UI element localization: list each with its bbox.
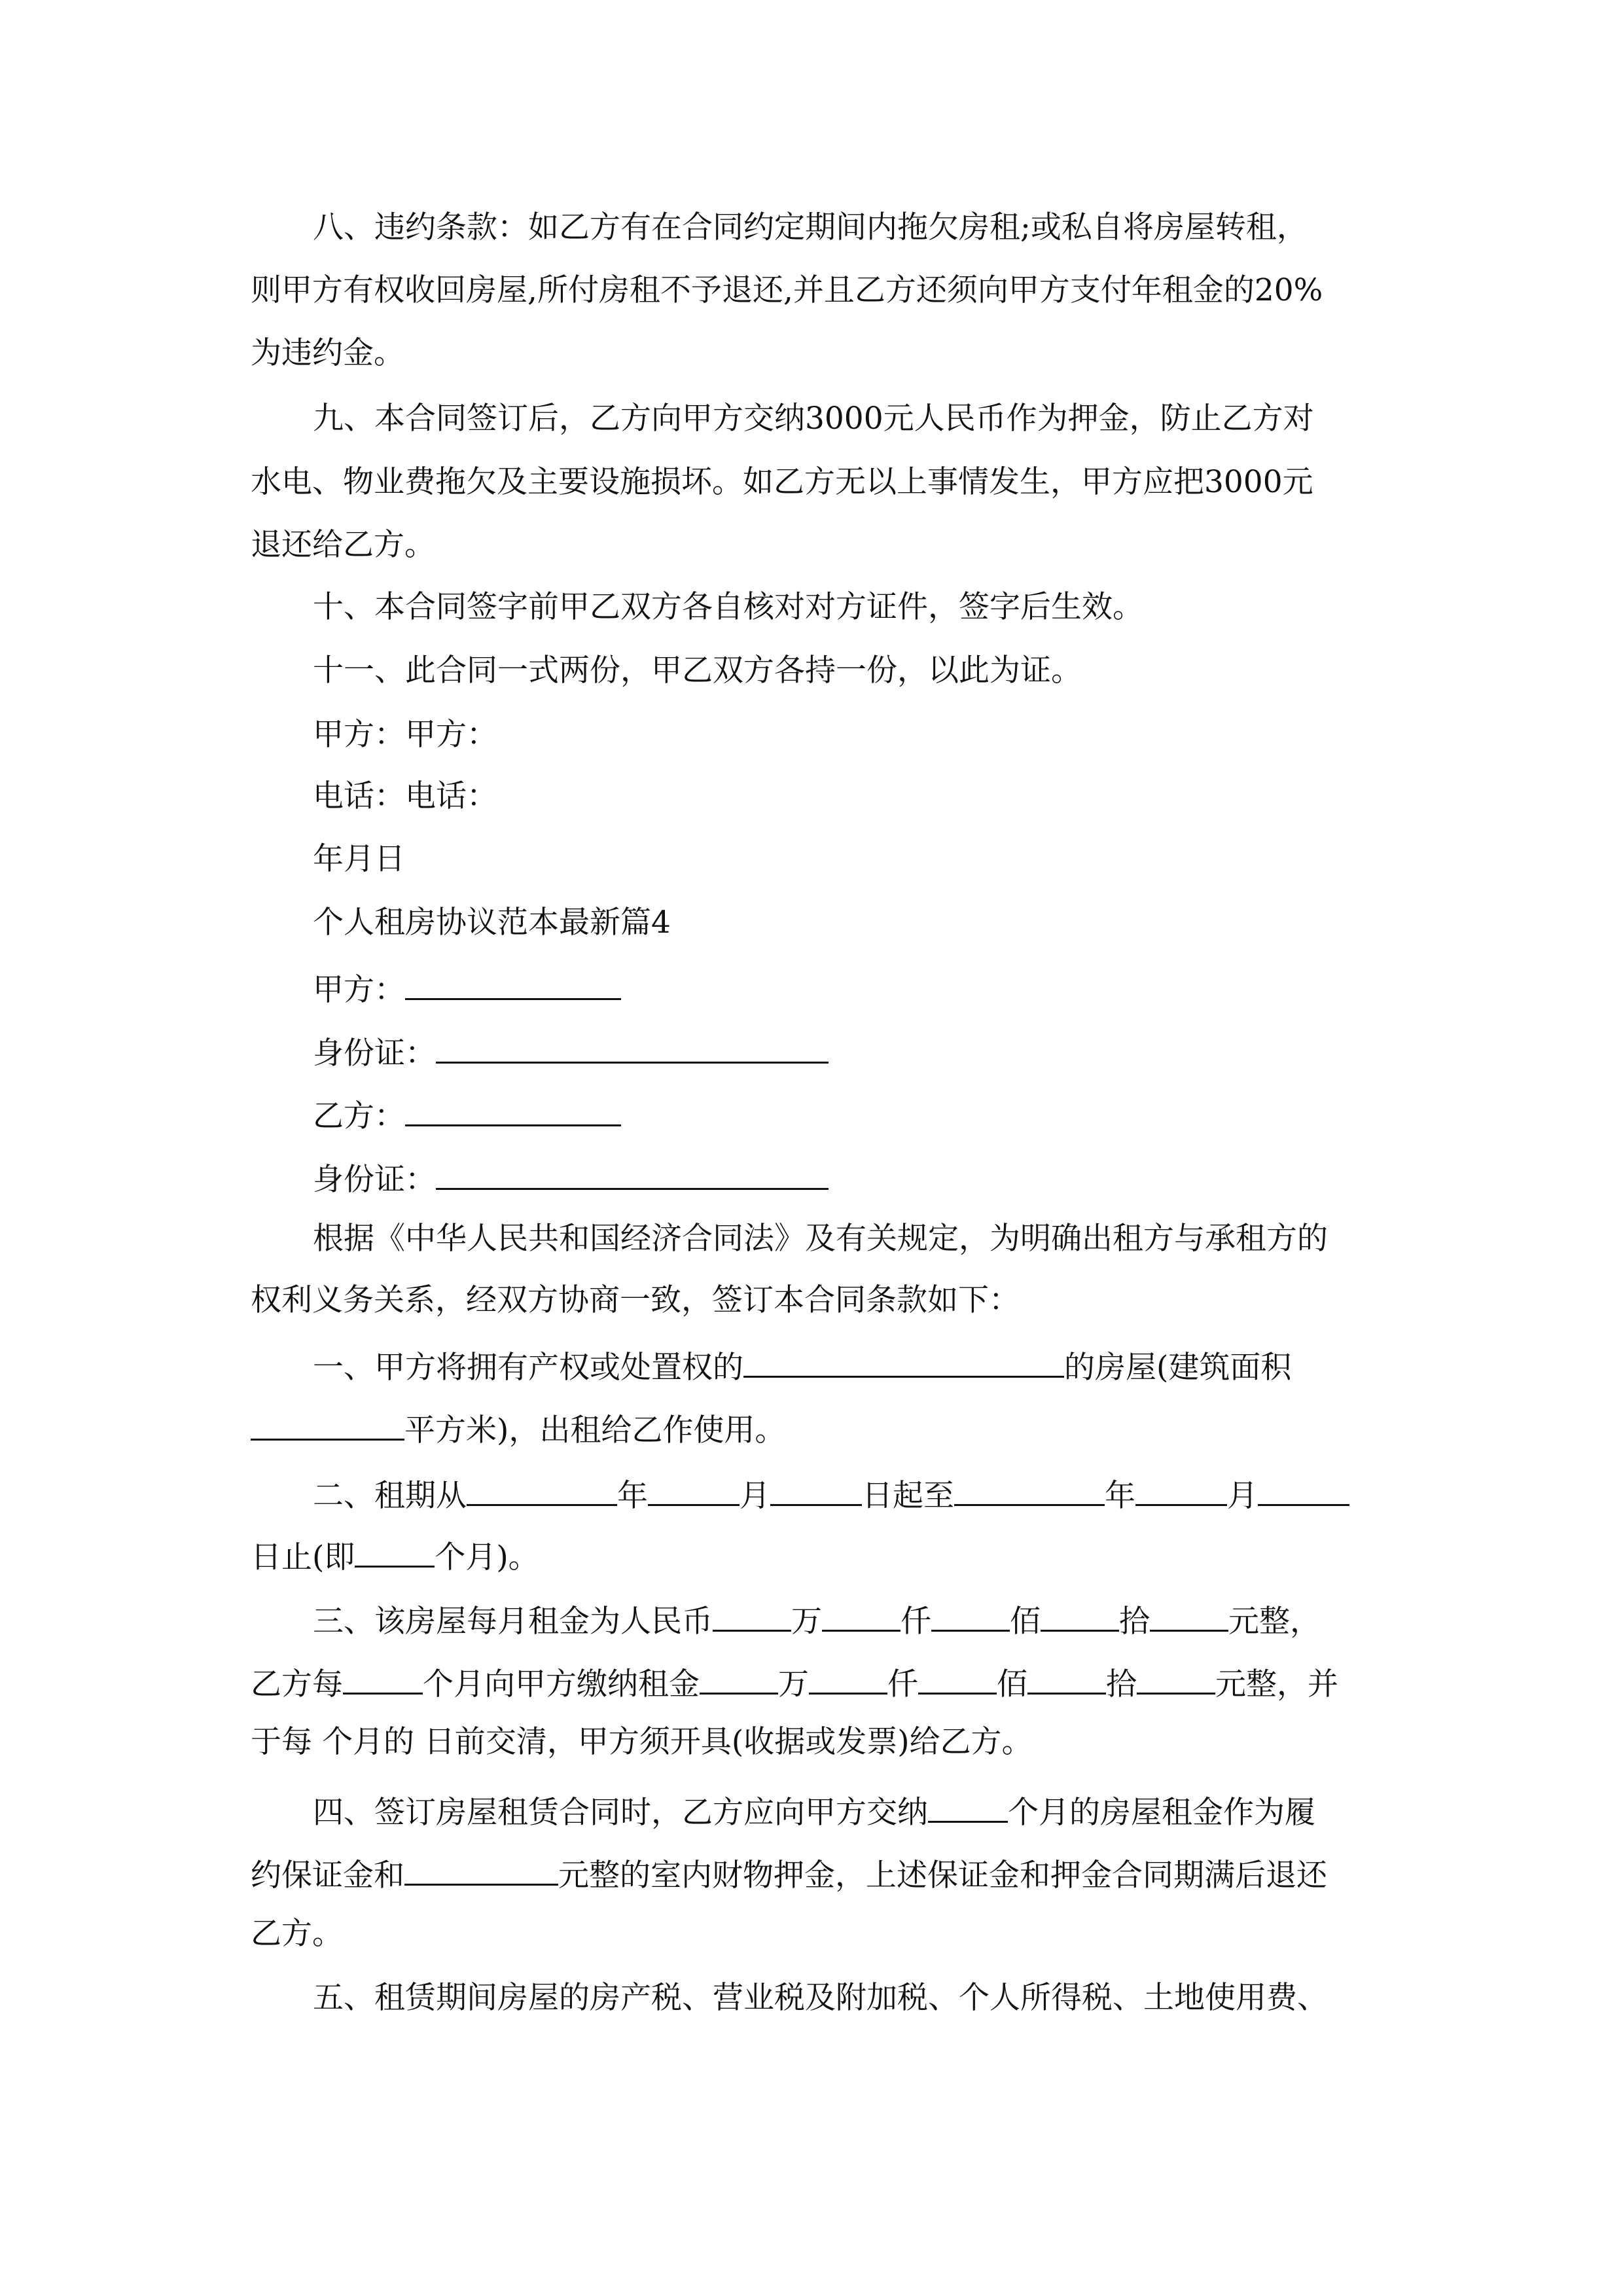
clause-5-line-1: 五、租赁期间房屋的房产税、营业税及附加税、个人所得税、土地使用费、 [313, 1980, 1328, 2016]
id-b-blank [436, 1155, 829, 1190]
clause-2-blank-start-month [648, 1471, 740, 1506]
id-a-blank [436, 1029, 829, 1064]
clause-1-line-1 [313, 1343, 1291, 1388]
id-a-label: 身份证： [313, 1035, 436, 1071]
clause-3-blank2-wan [700, 1660, 778, 1695]
signature-date: 年月日 [313, 841, 405, 877]
clause-4-text-d: 元整的室内财物押金，上述保证金和押金合同期满后退还 [558, 1857, 1327, 1893]
signature-phone: 电话：电话： [313, 778, 497, 814]
clause-2-text-a: 二、租期从 [313, 1478, 467, 1514]
clause-3-unit-qian: 仟 [901, 1604, 931, 1640]
clause-9-line-2: 水电、物业费拖欠及主要设施损坏。如乙方无以上事情发生，甲方应把3000元 [251, 464, 1313, 500]
clause-9-line-1: 九、本合同签订后，乙方向甲方交纳3000元人民币作为押金，防止乙方对 [313, 401, 1314, 437]
clause-2-text-g: 日止(即 [251, 1539, 355, 1575]
clause-4-blank-deposit [404, 1851, 558, 1886]
clause-2-blank-end-month [1135, 1471, 1227, 1506]
clause-2-text-d: 日起至 [862, 1478, 954, 1514]
clause-3-unit2-wan: 万 [778, 1666, 809, 1702]
clause-3-blank-bai [931, 1597, 1010, 1632]
clause-3-line-2 [251, 1660, 1338, 1704]
clause-3-blank2-yuan [1137, 1660, 1215, 1695]
clause-3-unit-shi: 拾 [1119, 1604, 1150, 1640]
id-a-field [313, 1029, 829, 1073]
clause-2-blank-start-year [467, 1471, 617, 1506]
clause-3-unit-bai: 佰 [1010, 1604, 1041, 1640]
clause-2-text-b: 年 [617, 1478, 648, 1514]
section-title: 个人租房协议范本最新篇4 [313, 905, 671, 941]
clause-11: 十一、此合同一式两份，甲乙双方各持一份，以此为证。 [313, 653, 1082, 689]
clause-3-blank-qian [822, 1597, 901, 1632]
clause-2-text-c: 月 [740, 1478, 770, 1514]
clause-8-line-1: 八、违约条款：如乙方有在合同约定期间内拖欠房租;或私自将房屋转租， [313, 209, 1308, 245]
clause-1-blank-area [251, 1406, 404, 1441]
clause-3-blank-wan [713, 1597, 791, 1632]
preamble-line-1: 根据《中华人民共和国经济合同法》及有关规定，为明确出租方与承租方的 [313, 1221, 1328, 1257]
party-b-blank [405, 1092, 621, 1126]
clause-3-text-a: 三、该房屋每月租金为人民币 [313, 1604, 713, 1640]
clause-1-text-a: 一、甲方将拥有产权或处置权的 [313, 1350, 743, 1386]
clause-4-line-2 [251, 1851, 1327, 1895]
clause-3-unit-wan: 万 [791, 1604, 822, 1640]
clause-4-text-c: 约保证金和 [251, 1857, 404, 1893]
clause-4-blank-months [928, 1788, 1008, 1823]
clause-2-line-2 [251, 1533, 539, 1577]
clause-3-unit2-bai: 佰 [997, 1666, 1027, 1702]
clause-3-unit2-shi: 拾 [1106, 1666, 1137, 1702]
clause-2-blank-end-day [1258, 1471, 1349, 1506]
id-b-label: 身份证： [313, 1162, 436, 1198]
clause-3-text-b: 乙方每 [251, 1666, 343, 1702]
party-a-field [313, 965, 621, 1010]
clause-2-line-1 [313, 1471, 1349, 1516]
clause-1-text-c: 平方米)，出租给乙作使用。 [404, 1412, 786, 1448]
clause-3-blank2-qian [809, 1660, 887, 1695]
clause-3-line-1 [313, 1597, 1321, 1641]
party-b-field [313, 1092, 621, 1136]
clause-3-blank-shi [1041, 1597, 1119, 1632]
clause-4-text-b: 个月的房屋租金作为履 [1008, 1795, 1315, 1831]
clause-3-unit2-qian: 仟 [887, 1666, 918, 1702]
clause-10: 十、本合同签字前甲乙双方各自核对对方证件，签字后生效。 [313, 589, 1143, 625]
clause-3-blank-months [343, 1660, 423, 1695]
clause-3-blank-yuan [1150, 1597, 1228, 1632]
clause-3-blank2-bai [918, 1660, 997, 1695]
clause-1-text-b: 的房屋(建筑面积 [1064, 1350, 1292, 1386]
signature-party: 甲方：甲方： [313, 717, 497, 753]
clause-3-text-c: 个月向甲方缴纳租金 [423, 1666, 700, 1702]
clause-3-blank2-shi [1027, 1660, 1106, 1695]
clause-8-line-2: 则甲方有权收回房屋,所付房租不予退还,并且乙方还须向甲方支付年租金的20% [251, 272, 1323, 308]
preamble-line-2: 权利义务关系，经双方协商一致，签订本合同条款如下： [251, 1282, 1020, 1318]
clause-3-line-3: 于每 个月的 日前交清，甲方须开具(收据或发票)给乙方。 [251, 1724, 1033, 1760]
clause-8-line-3: 为违约金。 [251, 335, 404, 371]
clause-1-blank-property [743, 1343, 1064, 1378]
clause-3-unit2-yuan: 元整，并 [1215, 1666, 1338, 1702]
party-a-blank [405, 965, 621, 1000]
clause-1-line-2 [251, 1406, 785, 1450]
clause-4-text-a: 四、签订房屋租赁合同时，乙方应向甲方交纳 [313, 1795, 928, 1831]
party-b-label: 乙方： [313, 1098, 405, 1134]
clause-2-blank-end-year [954, 1471, 1105, 1506]
id-b-field [313, 1155, 829, 1200]
clause-4-line-1 [313, 1788, 1315, 1833]
clause-2-text-h: 个月)。 [435, 1539, 539, 1575]
clause-3-unit-yuan: 元整， [1228, 1604, 1321, 1640]
clause-2-text-f: 月 [1227, 1478, 1258, 1514]
clause-4-line-3: 乙方。 [251, 1916, 343, 1952]
clause-2-text-e: 年 [1105, 1478, 1135, 1514]
clause-2-blank-start-day [770, 1471, 862, 1506]
party-a-label: 甲方： [313, 972, 405, 1008]
clause-2-blank-months [355, 1533, 435, 1568]
clause-9-line-3: 退还给乙方。 [251, 527, 435, 563]
